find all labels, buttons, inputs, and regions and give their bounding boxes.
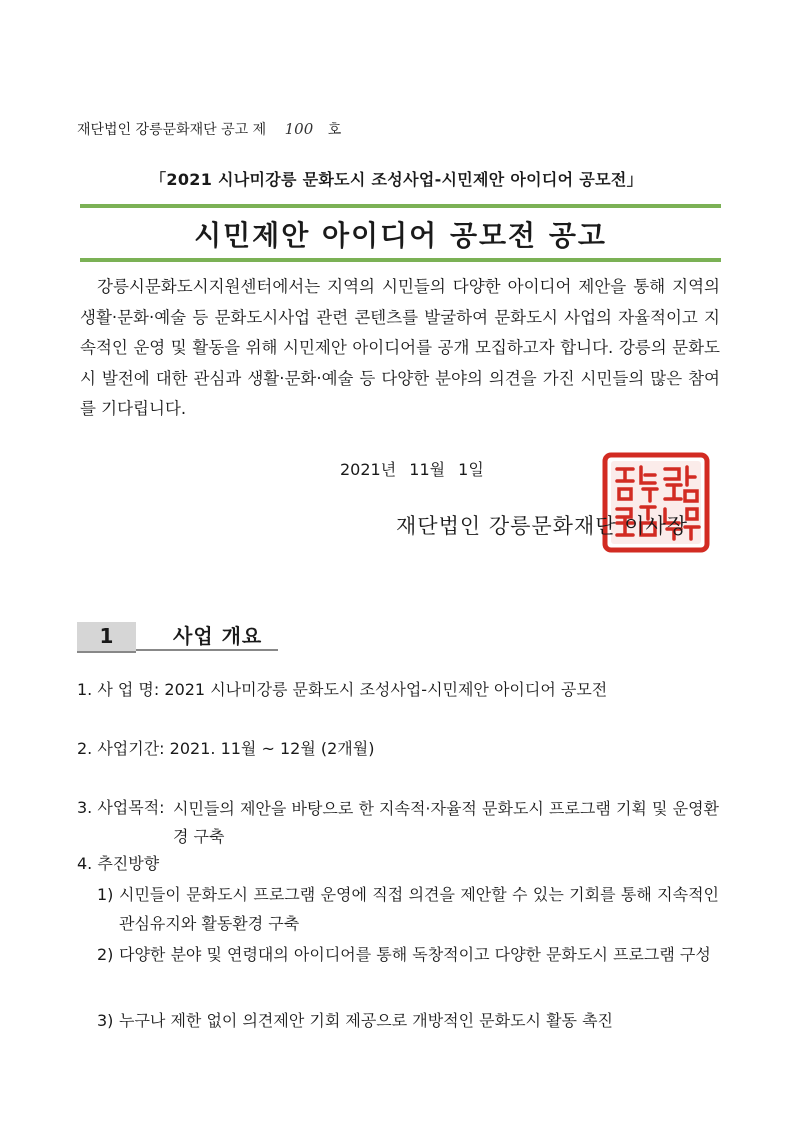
title-top-rule	[80, 204, 721, 208]
item-project-purpose	[77, 795, 719, 846]
direction-text: 시민들이 문화도시 프로그램 운영에 직접 의견을 제안할 수 있는 기회를 통해 지속적인 관심유지와 활동환경 구축	[119, 885, 719, 933]
item-project-period	[77, 736, 374, 759]
item-value: 2021 시나미강릉 문화도시 조성사업-시민제안 아이디어 공모전	[164, 680, 608, 699]
issuer-signature: 재단법인 강릉문화재단 이사장	[396, 514, 689, 538]
title-band	[80, 204, 721, 262]
intro-paragraph: 강릉시문화도시지원센터에서는 지역의 시민들의 다양한 아이디어 제안을 통해 지역의 생활·문화·예술 등 문화도시사업 관련 콘텐츠를 발굴하여 문화도시 사업의 자율적이고 지속적인 운영 및 활동을 위해 시민제안 아이디어를 공개 모집하고자 합니다. 강릉의 문화도시 발전에 대한 관심과 생활·문화·예술 등 다양한 분야의 의견을 가진 시민들의 많은 참여를 기다립니다.	[80, 277, 720, 418]
project-subtitle: 「2021 시나미강릉 문화도시 조성사업-시민제안 아이디어 공모전」	[150, 170, 643, 189]
page-title: 시민제안 아이디어 공모전 공고	[194, 219, 607, 252]
section-underline	[136, 649, 278, 651]
announcement-date: 2021년 11월 1일	[340, 460, 484, 479]
item-label: 3. 사업목적:	[77, 798, 165, 817]
item-project-name	[77, 677, 607, 700]
direction-number: 2)	[97, 945, 114, 964]
item-value: 2021. 11월 ~ 12월 (2개월)	[169, 739, 375, 758]
direction-text: 누구나 제한 없이 의견제안 기회 제공으로 개방적인 문화도시 활동 촉진	[119, 1011, 613, 1030]
item-direction-heading: 4. 추진방향	[77, 854, 160, 873]
direction-number: 1)	[97, 885, 114, 904]
section-number-box: 1	[77, 622, 136, 653]
item-label: 1. 사 업 명:	[77, 680, 160, 699]
item-value: 시민들의 제안을 바탕으로 한 지속적·자율적 문화도시 프로그램 기획 및 운영환경 구축	[173, 799, 719, 846]
notice-number-line	[77, 119, 341, 139]
notice-suffix: 호	[327, 122, 342, 138]
item-label: 2. 사업기간:	[77, 739, 165, 758]
direction-item	[97, 880, 717, 940]
direction-number: 3)	[97, 1011, 114, 1030]
notice-prefix: 재단법인 강릉문화재단 공고 제	[77, 122, 267, 138]
direction-item	[97, 940, 717, 1000]
notice-number: 100	[284, 120, 314, 138]
section-title: 사업 개요	[173, 624, 263, 648]
title-bottom-rule	[80, 258, 721, 262]
direction-item	[97, 1006, 717, 1036]
direction-text: 다양한 분야 및 연령대의 아이디어를 통해 독창적이고 다양한 문화도시 프로그램 구성	[119, 945, 711, 964]
